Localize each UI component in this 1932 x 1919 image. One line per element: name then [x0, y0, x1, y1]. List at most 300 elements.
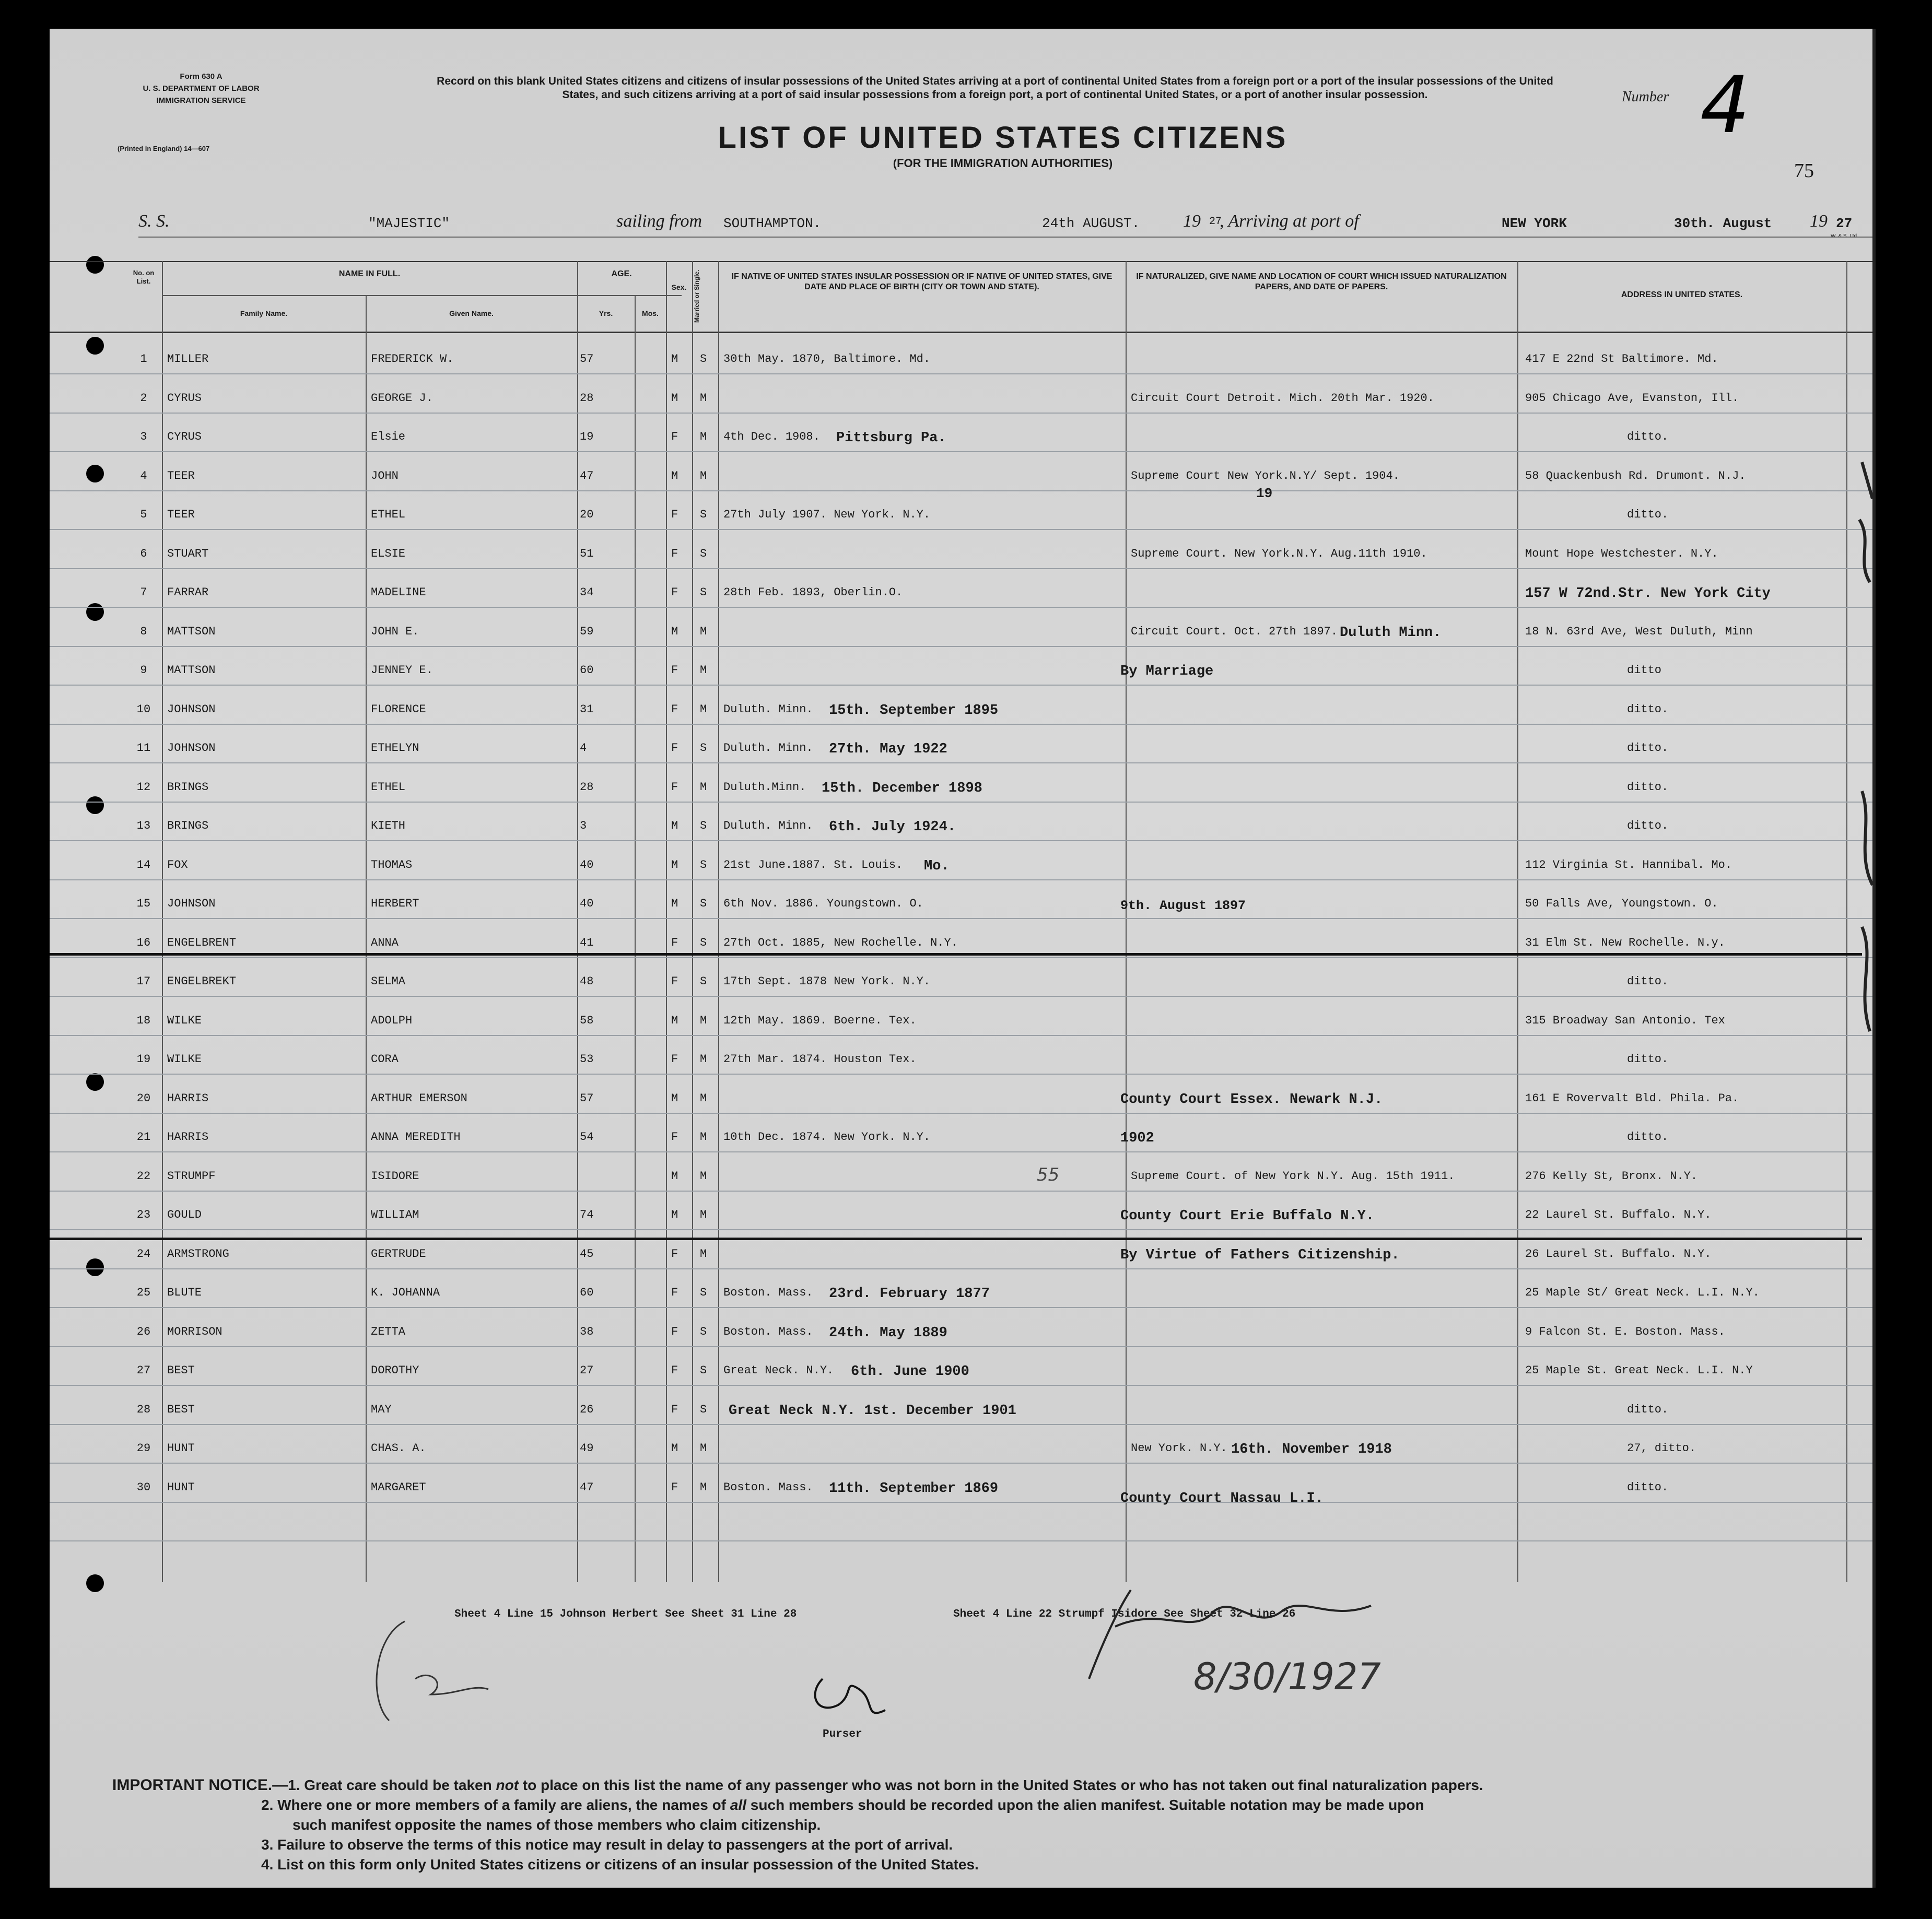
sex: M	[671, 391, 678, 405]
marital-status: M	[700, 1091, 707, 1105]
birth-date: 15th. December 1898	[822, 780, 982, 796]
row-number: 17	[136, 975, 151, 988]
purser-label: Purser	[823, 1728, 862, 1740]
header-sex: Sex.	[671, 283, 687, 291]
naturalization-court-bold: County Court Erie Buffalo N.Y.	[1120, 1208, 1375, 1224]
header-name-in-full: NAME IN FULL.	[338, 269, 401, 278]
sex: M	[671, 625, 678, 638]
age-years: 34	[580, 586, 594, 599]
given-name: THOMAS	[371, 858, 413, 872]
naturalization-court-bold: 1902	[1120, 1131, 1154, 1146]
family-name: MATTSON	[167, 625, 216, 638]
address: Mount Hope Westchester. N.Y.	[1525, 547, 1718, 560]
list-item	[50, 703, 1872, 741]
marital-status: M	[700, 430, 707, 443]
margin-handwriting-icon	[1852, 457, 1883, 1084]
header-months: Mos.	[642, 309, 659, 317]
marital-status: M	[700, 469, 707, 482]
page-number: 75	[1794, 160, 1814, 182]
birth-info: 27th Mar. 1874. Houston Tex.	[723, 1053, 917, 1066]
birth-info: 28th Feb. 1893, Oberlin.O.	[723, 586, 903, 599]
age-years: 45	[580, 1247, 594, 1261]
row-number: 19	[136, 1053, 151, 1066]
given-name: ISIDORE	[371, 1169, 419, 1183]
age-years: 48	[580, 975, 594, 988]
address: 315 Broadway San Antonio. Tex	[1525, 1014, 1725, 1027]
table-top-rule	[50, 261, 1872, 262]
birth-info: Boston. Mass.	[723, 1480, 813, 1494]
notice-text: 1. Great care should be taken	[288, 1777, 496, 1793]
number-label: Number	[1622, 89, 1669, 105]
year-prefix: 19	[1810, 211, 1828, 231]
birth-info: 17th Sept. 1878 New York. N.Y.	[723, 975, 931, 988]
list-item	[50, 1481, 1872, 1520]
list-item	[50, 430, 1872, 469]
list-item	[50, 352, 1872, 391]
given-name: MAY	[371, 1403, 392, 1416]
address: 905 Chicago Ave, Evanston, Ill.	[1525, 391, 1739, 405]
address: 58 Quackenbush Rd. Drumont. N.J.	[1525, 469, 1746, 482]
family-name: CYRUS	[167, 391, 202, 405]
row-number: 7	[140, 586, 147, 599]
binder-hole	[86, 1574, 104, 1592]
naturalization-court: Circuit Court Detroit. Mich. 20th Mar. 1920.	[1131, 391, 1434, 405]
marital-status: S	[700, 1403, 707, 1416]
naturalization-court-bold: 16th. November 1918	[1231, 1442, 1392, 1457]
sex: F	[671, 702, 678, 716]
address: 18 N. 63rd Ave, West Duluth, Minn	[1525, 625, 1753, 638]
given-name: GERTRUDE	[371, 1247, 426, 1261]
marital-status: S	[700, 741, 707, 755]
birth-date: 6th. June 1900	[851, 1364, 969, 1380]
printed-note: (Printed in England) 14—607	[118, 145, 210, 152]
age-years: 40	[580, 858, 594, 872]
marital-status: M	[700, 1442, 707, 1455]
record-instructions: Record on this blank United States citizens and citizens of insular possessions of the United States arriving at a port of continental United States from a foreign port or a port of the insular possessions of the United States, and such citizens arriving at a port of said insular possessions from a foreign port, a port of continental United States, or a port of another insular possession.	[437, 75, 1553, 101]
marital-status: M	[700, 1014, 707, 1027]
birth-info: Boston. Mass.	[723, 1286, 813, 1299]
birth-date: 27th. May 1922	[829, 741, 947, 757]
header-married-single: Married or Single.	[693, 269, 700, 323]
naturalization-court-bold: By Marriage	[1120, 664, 1214, 679]
naturalization-court-bold: County Court Essex. Newark N.J.	[1120, 1091, 1383, 1108]
list-item	[50, 1286, 1872, 1325]
age-years: 58	[580, 1014, 594, 1027]
sex: M	[671, 352, 678, 366]
address: ditto.	[1627, 702, 1669, 716]
family-name: MORRISON	[167, 1325, 223, 1338]
family-name: FOX	[167, 858, 188, 872]
marital-status: M	[700, 664, 707, 677]
family-name: BEST	[167, 1403, 195, 1416]
port-from: SOUTHAMPTON.	[723, 216, 822, 231]
row-number: 30	[136, 1480, 151, 1494]
list-item	[50, 1325, 1872, 1364]
list-item	[50, 1053, 1872, 1091]
row-number: 1	[140, 352, 147, 366]
birth-info: Duluth. Minn.	[723, 819, 813, 832]
marital-status: S	[700, 975, 707, 988]
sex: M	[671, 1091, 678, 1105]
header-no: No. on List.	[133, 269, 155, 285]
address: 25 Maple St. Great Neck. L.I. N.Y	[1525, 1364, 1753, 1377]
birth-info: 12th May. 1869. Boerne. Tex.	[723, 1014, 917, 1027]
given-name: DOROTHY	[371, 1364, 419, 1377]
given-name: K. JOHANNA	[371, 1286, 440, 1299]
marital-status: S	[700, 936, 707, 949]
family-name: JOHNSON	[167, 702, 216, 716]
table-header-rule	[50, 332, 1872, 333]
port-to: NEW YORK	[1502, 216, 1567, 231]
family-name: MATTSON	[167, 664, 216, 677]
list-item	[50, 1403, 1872, 1442]
marital-status: M	[700, 1480, 707, 1494]
row-number: 15	[136, 897, 151, 910]
row-number: 29	[136, 1442, 151, 1455]
address: 31 Elm St. New Rochelle. N.y.	[1525, 936, 1725, 949]
age-years: 26	[580, 1403, 594, 1416]
notice-text: 3. Failure to observe the terms of this notice may result in delay to passengers at the port of arrival.	[261, 1836, 953, 1853]
manifest-sheet	[50, 29, 1876, 1888]
birth-info: 27th July 1907. New York. N.Y.	[723, 508, 931, 521]
birth-info: Duluth.Minn.	[723, 780, 806, 794]
given-name: JENNEY E.	[371, 664, 433, 677]
given-name: KIETH	[371, 819, 406, 832]
birth-info: 4th Dec. 1908.	[723, 430, 820, 443]
given-name: JOHN	[371, 469, 399, 482]
age-years: 60	[580, 1286, 594, 1299]
address: ditto.	[1627, 508, 1669, 521]
sex: M	[671, 858, 678, 872]
sex: F	[671, 1247, 678, 1261]
age-years: 57	[580, 352, 594, 366]
birth-info: 10th Dec. 1874. New York. N.Y.	[723, 1131, 931, 1144]
family-name: HARRIS	[167, 1131, 209, 1144]
family-name: BEST	[167, 1364, 195, 1377]
address: 22 Laurel St. Buffalo. N.Y.	[1525, 1208, 1712, 1221]
age-years: 27	[580, 1364, 594, 1377]
sheet-number: 4	[1700, 60, 1750, 151]
list-item	[50, 1092, 1872, 1131]
marital-status: M	[700, 391, 707, 405]
age-years: 20	[580, 508, 594, 521]
strike-line-15	[50, 953, 1862, 956]
given-name: FREDERICK W.	[371, 352, 454, 366]
depart-year: 27	[1209, 216, 1222, 228]
row-number: 26	[136, 1325, 151, 1338]
department: U. S. DEPARTMENT OF LABOR	[143, 84, 260, 93]
birth-date: Great Neck N.Y. 1st. December 1901	[729, 1403, 1016, 1419]
address: ditto.	[1627, 1480, 1669, 1494]
given-name: ANNA MEREDITH	[371, 1131, 461, 1144]
row-number: 12	[136, 780, 151, 794]
row-number: 21	[136, 1131, 151, 1144]
sex: F	[671, 1364, 678, 1377]
age-years: 59	[580, 625, 594, 638]
form-identifier	[91, 70, 311, 107]
handwritten-mark-icon	[353, 1606, 520, 1741]
row-number: 28	[136, 1403, 151, 1416]
row-number: 25	[136, 1286, 151, 1299]
family-name: BRINGS	[167, 780, 209, 794]
sex: F	[671, 1325, 678, 1338]
given-name: HERBERT	[371, 897, 419, 910]
given-name: ANNA	[371, 936, 399, 949]
row4-mark: 19	[1256, 486, 1273, 501]
birth-info: Boston. Mass.	[723, 1325, 813, 1338]
list-item	[50, 781, 1872, 819]
row-number: 20	[136, 1091, 151, 1105]
family-name: MILLER	[167, 352, 209, 366]
marital-status: M	[700, 1053, 707, 1066]
given-name: ETHEL	[371, 508, 406, 521]
address: 276 Kelly St, Bronx. N.Y.	[1525, 1169, 1698, 1183]
arrive-date: 30th. August	[1674, 216, 1772, 231]
address: 26 Laurel St. Buffalo. N.Y.	[1525, 1247, 1712, 1261]
address: 112 Virginia St. Hannibal. Mo.	[1525, 858, 1732, 872]
list-item	[50, 625, 1872, 664]
marital-status: S	[700, 897, 707, 910]
row-number: 24	[136, 1247, 151, 1261]
given-name: ADOLPH	[371, 1014, 413, 1027]
list-item	[50, 547, 1872, 586]
notice-emphasis: not	[496, 1777, 519, 1793]
age-years: 51	[580, 547, 594, 560]
page-title: LIST OF UNITED STATES CITIZENS	[718, 121, 1288, 155]
inspection-date: 8/30/1927	[1193, 1655, 1381, 1698]
marital-status: M	[700, 1131, 707, 1144]
marital-status: S	[700, 1286, 707, 1299]
marital-status: S	[700, 819, 707, 832]
family-name: HARRIS	[167, 1091, 209, 1105]
sex: F	[671, 936, 678, 949]
list-item	[50, 664, 1872, 702]
notice-text: such manifest opposite the names of those members who claim citizenship.	[292, 1817, 821, 1833]
list-item	[50, 469, 1872, 508]
address: ditto.	[1627, 1403, 1669, 1416]
birth-info: 27th Oct. 1885, New Rochelle. N.Y.	[723, 936, 958, 949]
margin-mark: 55	[1037, 1164, 1060, 1185]
list-item	[50, 1442, 1872, 1480]
age-years: 47	[580, 469, 594, 482]
row23-court-line2: 9th. August 1897	[1120, 898, 1246, 913]
row-number: 11	[136, 741, 151, 755]
given-name: ETHEL	[371, 780, 406, 794]
arriving-label: , Arriving at port of	[1220, 211, 1359, 231]
header-years: Yrs.	[599, 309, 613, 317]
address: ditto	[1627, 664, 1662, 677]
sex: M	[671, 469, 678, 482]
birth-date: 15th. September 1895	[829, 702, 999, 719]
list-item	[50, 392, 1872, 430]
family-name: TEER	[167, 469, 195, 482]
age-years: 3	[580, 819, 587, 832]
name-subheader-rule	[162, 295, 645, 296]
naturalization-court: Supreme Court. of New York N.Y. Aug. 15th 1911.	[1131, 1169, 1455, 1183]
given-name: FLORENCE	[371, 702, 426, 716]
marital-status: M	[700, 1169, 707, 1183]
notice-item	[292, 1815, 1878, 1835]
purser-signature-icon	[802, 1658, 906, 1731]
given-name: GEORGE J.	[371, 391, 433, 405]
sex: M	[671, 897, 678, 910]
family-name: ENGELBREKT	[167, 975, 237, 988]
header-naturalized: IF NATURALIZED, GIVE NAME AND LOCATION OF COURT WHICH ISSUED NATURALIZATION PAPERS, AND DATE OF PAPERS.	[1136, 272, 1507, 291]
list-item	[50, 586, 1872, 625]
list-item	[50, 897, 1872, 936]
sex: M	[671, 1169, 678, 1183]
note-right: Sheet 4 Line 22 Strumpf Isidore See Sheet 32 Line 26	[953, 1608, 1296, 1620]
voyage-line	[118, 211, 1872, 243]
family-name: JOHNSON	[167, 741, 216, 755]
form-number: Form 630 A	[180, 72, 223, 81]
given-name: ARTHUR EMERSON	[371, 1091, 467, 1105]
birth-date: Pittsburg Pa.	[836, 430, 946, 446]
row-number: 2	[140, 391, 147, 405]
notice-text: such members should be recorded upon the alien manifest. Suitable notation may be made upon	[746, 1797, 1424, 1813]
family-name: GOULD	[167, 1208, 202, 1221]
marital-status: S	[700, 586, 707, 599]
ruled-line	[50, 1540, 1872, 1541]
given-name: CHAS. A.	[371, 1442, 426, 1455]
sailing-label: sailing from	[616, 211, 702, 231]
address: 27, ditto.	[1627, 1442, 1696, 1455]
age-years: 54	[580, 1131, 594, 1144]
family-name: BLUTE	[167, 1286, 202, 1299]
notice-label: IMPORTANT NOTICE.—	[112, 1776, 288, 1794]
year-prefix: 19	[1183, 211, 1201, 231]
family-name: FARRAR	[167, 586, 209, 599]
sex: M	[671, 1208, 678, 1221]
age-years: 4	[580, 741, 587, 755]
address: ditto.	[1627, 780, 1669, 794]
birth-date: 23rd. February 1877	[829, 1286, 990, 1302]
given-name: MADELINE	[371, 586, 426, 599]
birth-date: Mo.	[924, 858, 950, 874]
marital-status: M	[700, 702, 707, 716]
row-number: 3	[140, 430, 147, 443]
list-item	[50, 1364, 1872, 1403]
family-name: HUNT	[167, 1480, 195, 1494]
age-years: 41	[580, 936, 594, 949]
age-years: 60	[580, 664, 594, 677]
list-item	[50, 858, 1872, 897]
family-name: WILKE	[167, 1014, 202, 1027]
row-number: 13	[136, 819, 151, 832]
notice-item	[288, 1777, 1483, 1793]
marital-status: S	[700, 858, 707, 872]
address: ditto.	[1627, 430, 1669, 443]
birth-date: 24th. May 1889	[829, 1325, 947, 1341]
age-years: 47	[580, 1480, 594, 1494]
marital-status: S	[700, 547, 707, 560]
address: 50 Falls Ave, Youngstown. O.	[1525, 897, 1718, 910]
row-number: 27	[136, 1364, 151, 1377]
row-number: 9	[140, 664, 147, 677]
header-family-name: Family Name.	[240, 309, 288, 317]
sex: M	[671, 1442, 678, 1455]
notice-text: 2. Where one or more members of a family are aliens, the names of	[261, 1797, 730, 1813]
address: ditto.	[1627, 819, 1669, 832]
birth-info: 30th May. 1870, Baltimore. Md.	[723, 352, 931, 366]
list-item	[50, 1208, 1872, 1247]
sex: F	[671, 741, 678, 755]
row-number: 10	[136, 702, 151, 716]
sex: F	[671, 1286, 678, 1299]
row-number: 6	[140, 547, 147, 560]
sex: F	[671, 664, 678, 677]
address: ditto.	[1627, 1053, 1669, 1066]
sex: M	[671, 1014, 678, 1027]
notice-item	[261, 1795, 1878, 1815]
ship-name: "MAJESTIC"	[368, 216, 450, 231]
header-given-name: Given Name.	[449, 309, 494, 317]
age-years: 74	[580, 1208, 594, 1221]
given-name: WILLIAM	[371, 1208, 419, 1221]
age-years: 53	[580, 1053, 594, 1066]
naturalization-court: New York. N.Y.	[1131, 1442, 1227, 1455]
address: 417 E 22nd St Baltimore. Md.	[1525, 352, 1718, 366]
sex: F	[671, 975, 678, 988]
address: 9 Falcon St. E. Boston. Mass.	[1525, 1325, 1725, 1338]
notice-text: 4. List on this form only United States citizens or citizens of an insular possession of the United States.	[261, 1856, 979, 1873]
birth-info: Duluth. Minn.	[723, 741, 813, 755]
binder-hole	[86, 256, 104, 274]
row-number: 23	[136, 1208, 151, 1221]
sex: F	[671, 1480, 678, 1494]
address-bold: 157 W 72nd.Str. New York City	[1525, 586, 1771, 602]
ss-label: S. S.	[138, 211, 170, 231]
family-name: STRUMPF	[167, 1169, 216, 1183]
notice-item	[261, 1835, 1878, 1855]
important-notice	[112, 1775, 1878, 1875]
sex: F	[671, 780, 678, 794]
sex: M	[671, 819, 678, 832]
sex: F	[671, 547, 678, 560]
strike-line-22	[50, 1238, 1862, 1240]
list-item	[50, 1247, 1872, 1286]
row-number: 18	[136, 1014, 151, 1027]
list-item	[50, 1131, 1872, 1169]
family-name: TEER	[167, 508, 195, 521]
row-number: 4	[140, 469, 147, 482]
family-name: HUNT	[167, 1442, 195, 1455]
age-years: 31	[580, 702, 594, 716]
given-name: ETHELYN	[371, 741, 419, 755]
sex: F	[671, 1053, 678, 1066]
sex: F	[671, 1403, 678, 1416]
marital-status: M	[700, 1247, 707, 1261]
sex: F	[671, 430, 678, 443]
marital-status: S	[700, 508, 707, 521]
arrive-year: 27	[1836, 216, 1853, 231]
family-name: WILKE	[167, 1053, 202, 1066]
birth-info: 21st June.1887. St. Louis.	[723, 858, 903, 872]
address: ditto.	[1627, 1131, 1669, 1144]
given-name: MARGARET	[371, 1480, 426, 1494]
age-years: 38	[580, 1325, 594, 1338]
row29-court-line1: County Court Nassau L.I.	[1120, 1491, 1324, 1506]
row-number: 8	[140, 625, 147, 638]
family-name: BRINGS	[167, 819, 209, 832]
family-name: CYRUS	[167, 430, 202, 443]
header-birth: IF NATIVE OF UNITED STATES INSULAR POSSESSION OR IF NATIVE OF UNITED STATES, GIVE DATE AND PLACE OF BIRTH (CITY OR TOWN AND STATE).	[731, 272, 1113, 291]
notice-item	[261, 1855, 1878, 1875]
marital-status: S	[700, 352, 707, 366]
notice-text: to place on this list the name of any passenger who was not born in the United States or who has not taken out final naturalization papers.	[519, 1777, 1483, 1793]
naturalization-court: Supreme Court. New York.N.Y. Aug.11th 1910.	[1131, 547, 1427, 560]
header-age: AGE.	[611, 269, 632, 278]
